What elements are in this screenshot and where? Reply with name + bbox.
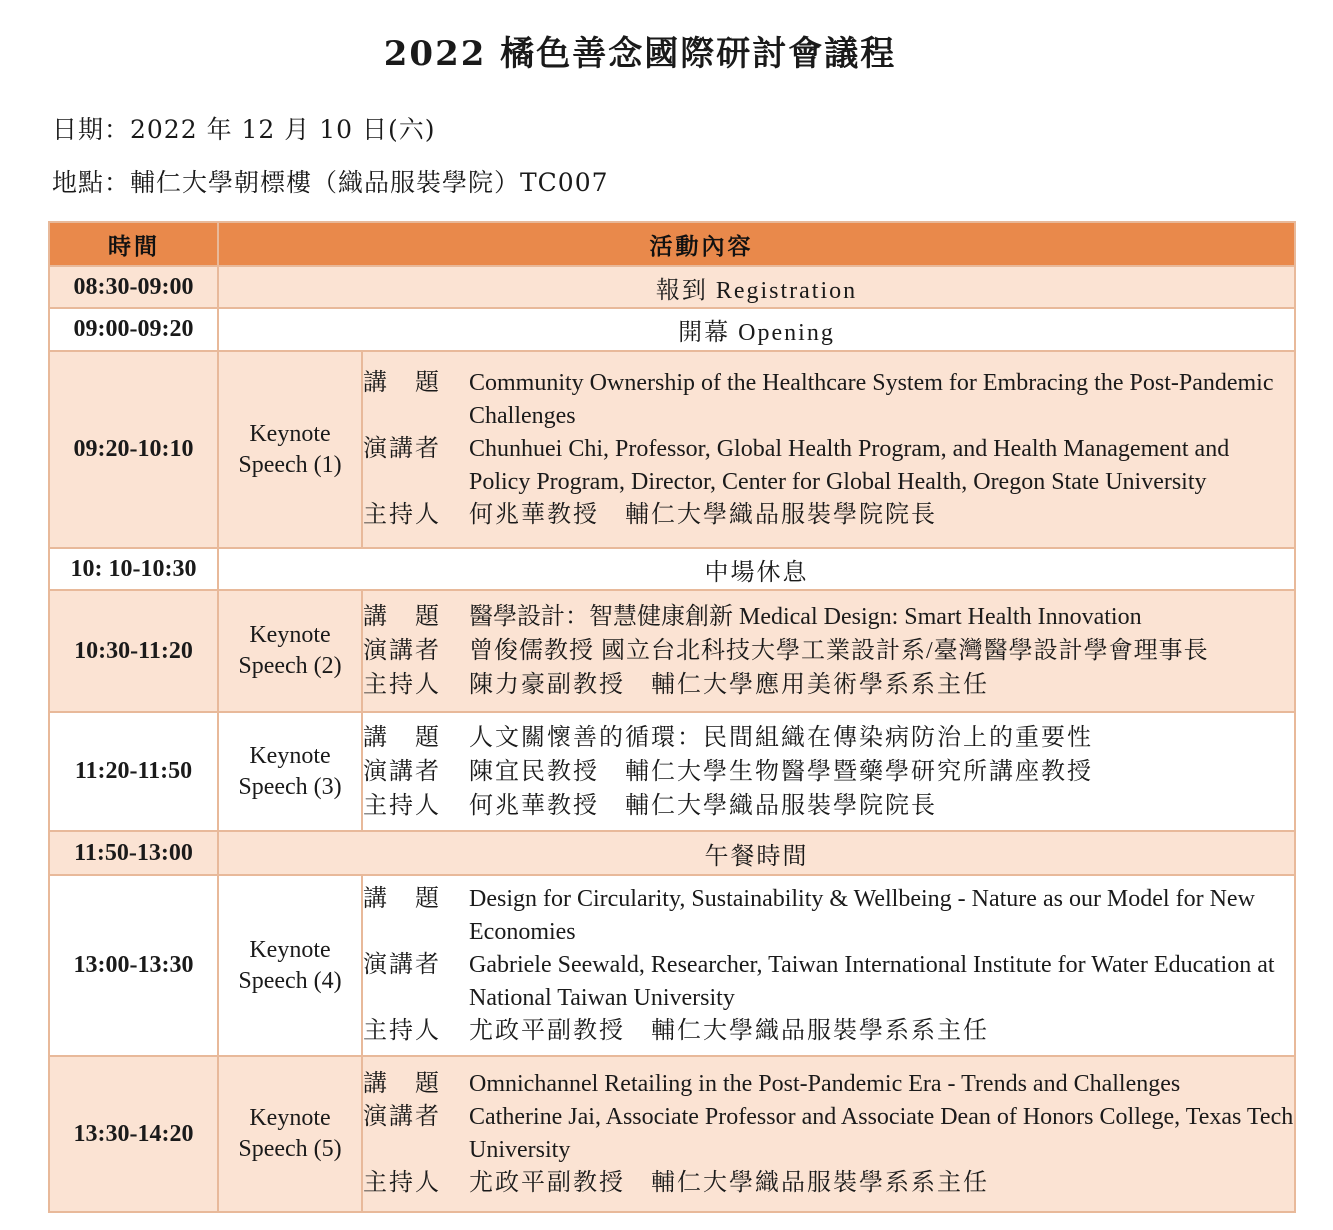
speaker-text: Chunhuei Chi, Professor, Global Health Program, and Health Management and Policy Program, Director, Center for Global Health, Oregon State University [469, 436, 1230, 495]
session-label-line2: Speech (4) [238, 967, 342, 994]
row-time: 10:30-11:20 [49, 590, 218, 712]
host-text: 尤政平副教授 輔仁大學織品服裝學系系主任 [469, 1170, 989, 1196]
session-label [218, 712, 362, 831]
header-content: 活動內容 [218, 222, 1295, 266]
host-row [363, 1015, 1294, 1048]
topic-row [363, 883, 1294, 949]
speaker-text: Gabriele Seewald, Researcher, Taiwan International Institute for Water Education at National Taiwan University [469, 952, 1275, 1011]
row-time: 09:20-10:10 [49, 351, 218, 548]
session-detail [362, 590, 1295, 712]
session-label-line2: Speech (1) [238, 451, 342, 478]
host-label: 主持人 [363, 502, 441, 528]
row-time: 13:30-14:20 [49, 1056, 218, 1212]
host-text: 陳力豪副教授 輔仁大學應用美術學系系主任 [469, 672, 989, 698]
agenda-header-row [49, 222, 1295, 266]
speaker-label: 演講者 [363, 436, 441, 462]
speaker-text: Catherine Jai, Associate Professor and Associate Dean of Honors College, Texas Tech University [469, 1104, 1294, 1163]
session-label [218, 875, 362, 1056]
speaker-label: 演講者 [363, 758, 441, 785]
host-row [363, 668, 1294, 702]
session-label-line1: Keynote [249, 1105, 331, 1131]
speaker-row [363, 949, 1294, 1015]
page-title: 2022 橘色善念國際研討會議程 [383, 34, 897, 74]
topic-text: 人文關懷善的循環：民間組織在傳染病防治上的重要性 [469, 724, 1093, 751]
session-label-line1: Keynote [249, 742, 331, 769]
row-time: 08:30-09:00 [49, 266, 218, 308]
session-label-line1: Keynote [249, 936, 331, 963]
speaker-text: 曾俊儒教授 國立台北科技大學工業設計系/臺灣醫學設計學會理事長 [469, 638, 1209, 664]
session-label [218, 351, 362, 548]
topic-row [363, 367, 1294, 433]
table-row [49, 875, 1295, 1056]
host-label: 主持人 [363, 792, 441, 819]
table-row [49, 712, 1295, 831]
topic-text: Omnichannel Retailing in the Post-Pandemic Era - Trends and Challenges [469, 1071, 1181, 1097]
host-row [363, 789, 1294, 823]
session-label-line1: Keynote [249, 622, 331, 648]
host-text: 何兆華教授 輔仁大學織品服裝學院院長 [469, 502, 937, 528]
speaker-label: 演講者 [363, 1104, 441, 1130]
table-row [49, 266, 1295, 308]
topic-label: 講 題 [363, 724, 441, 751]
row-activity: 開幕 Opening [218, 308, 1295, 351]
host-label: 主持人 [363, 1170, 441, 1196]
speaker-text: 陳宜民教授 輔仁大學生物醫學暨藥學研究所講座教授 [469, 758, 1093, 785]
topic-label: 講 題 [363, 886, 441, 912]
table-row [49, 831, 1295, 875]
topic-text: Community Ownership of the Healthcare System for Embracing the Post-Pandemic Challenges [469, 370, 1274, 429]
session-label-line1: Keynote [249, 420, 331, 447]
topic-row [363, 1068, 1294, 1101]
speaker-row [363, 755, 1294, 789]
topic-text: 醫學設計：智慧健康創新 Medical Design: Smart Health Innovation [469, 604, 1142, 630]
session-detail [362, 1056, 1295, 1212]
table-row [49, 590, 1295, 712]
event-date: 日期：2022 年 12 月 10 日(六) [52, 115, 436, 144]
session-label [218, 1056, 362, 1212]
host-row [363, 499, 1294, 532]
topic-row [363, 600, 1294, 634]
row-time: 13:00-13:30 [49, 875, 218, 1056]
row-time: 11:50-13:00 [49, 831, 218, 875]
session-label-line2: Speech (5) [238, 1136, 342, 1162]
row-time: 10: 10-10:30 [49, 548, 218, 590]
topic-label: 講 題 [363, 1071, 441, 1097]
row-activity: 午餐時間 [218, 831, 1295, 875]
session-label-line2: Speech (2) [238, 653, 342, 679]
topic-label: 講 題 [363, 604, 441, 630]
session-detail [362, 351, 1295, 548]
host-text: 尤政平副教授 輔仁大學織品服裝學系系主任 [469, 1018, 989, 1044]
host-label: 主持人 [363, 672, 441, 698]
table-row [49, 351, 1295, 548]
topic-label: 講 題 [363, 370, 441, 396]
session-detail [362, 875, 1295, 1056]
speaker-label: 演講者 [363, 952, 441, 978]
session-detail [362, 712, 1295, 831]
speaker-row [363, 433, 1294, 499]
session-label-line2: Speech (3) [238, 773, 342, 800]
speaker-row [363, 634, 1294, 668]
agenda-table [48, 221, 1296, 1213]
topic-text: Design for Circularity, Sustainability & Wellbeing - Nature as our Model for New Economies [469, 886, 1255, 945]
header-time: 時間 [49, 222, 218, 266]
speaker-label: 演講者 [363, 638, 441, 664]
table-row [49, 548, 1295, 590]
row-activity: 中場休息 [218, 548, 1295, 590]
row-activity: 報到 Registration [218, 266, 1295, 308]
host-row [363, 1167, 1294, 1200]
host-label: 主持人 [363, 1018, 441, 1044]
table-row [49, 308, 1295, 351]
topic-row [363, 721, 1294, 755]
speaker-row [363, 1101, 1294, 1167]
host-text: 何兆華教授 輔仁大學織品服裝學院院長 [469, 792, 937, 819]
row-time: 09:00-09:20 [49, 308, 218, 351]
row-time: 11:20-11:50 [49, 712, 218, 831]
event-location: 地點：輔仁大學朝標樓（織品服裝學院）TC007 [52, 168, 609, 197]
session-label [218, 590, 362, 712]
table-row [49, 1056, 1295, 1212]
